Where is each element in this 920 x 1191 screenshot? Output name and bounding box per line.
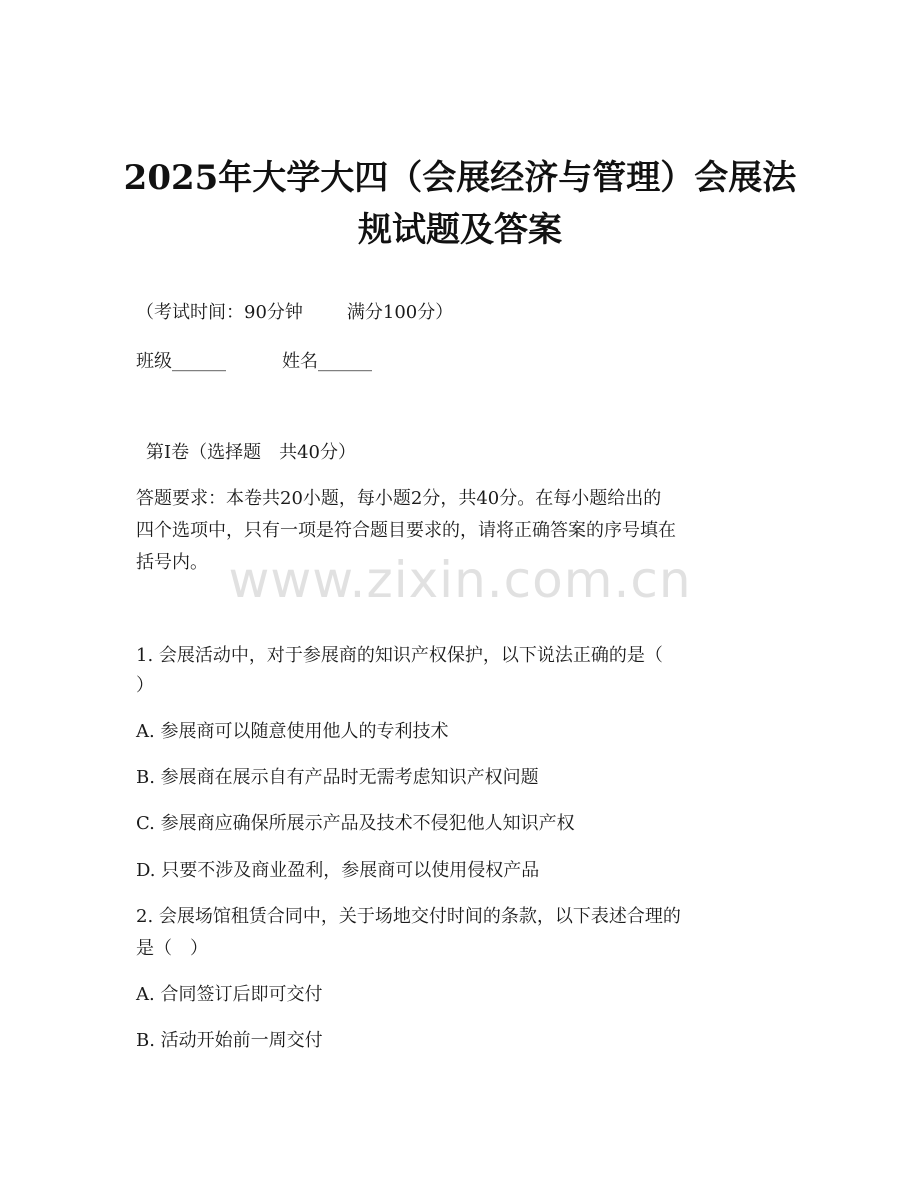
instructions-line-3: 括号内。 <box>136 552 208 573</box>
instructions-line-2: 四个选项中，只有一项是符合题目要求的，请将正确答案的序号填在 <box>136 520 676 541</box>
question-1-stem-line-2: ） <box>136 675 154 696</box>
question-2-option-a: A. 合同签订后即可交付 <box>136 984 323 1005</box>
document-title-line-1: 2025年大学大四（会展经济与管理）会展法 <box>123 158 797 198</box>
exam-score: 满分100分） <box>346 302 454 323</box>
student-fields <box>136 348 786 376</box>
exam-info <box>136 299 786 327</box>
question-2-stem-line-2: 是（ ） <box>136 938 208 959</box>
watermark: www.zixin.com.cn <box>228 551 692 609</box>
question-2-option-b: B. 活动开始前一周交付 <box>136 1030 323 1051</box>
question-1-option-b: B. 参展商在展示自有产品时无需考虑知识产权问题 <box>136 767 539 788</box>
class-field-label: 班级______ <box>136 351 226 372</box>
name-field-label: 姓名______ <box>282 351 372 372</box>
question-1-stem-line-1: 1. 会展活动中，对于参展商的知识产权保护，以下说法正确的是（ <box>136 645 663 666</box>
exam-time: （考试时间：90分钟 <box>136 302 303 323</box>
instructions-line-1: 答题要求：本卷共20小题，每小题2分，共40分。在每小题给出的 <box>136 488 662 509</box>
question-1-option-a: A. 参展商可以随意使用他人的专利技术 <box>136 721 449 742</box>
question-1-option-d: D. 只要不涉及商业盈利，参展商可以使用侵权产品 <box>136 860 540 881</box>
question-1-option-c: C. 参展商应确保所展示产品及技术不侵犯他人知识产权 <box>136 813 575 834</box>
question-2-stem-line-1: 2. 会展场馆租赁合同中，关于场地交付时间的条款，以下表述合理的 <box>136 906 681 927</box>
section-heading: 第I卷（选择题 共40分） <box>146 442 357 463</box>
document-title-line-2: 规试题及答案 <box>358 210 562 250</box>
